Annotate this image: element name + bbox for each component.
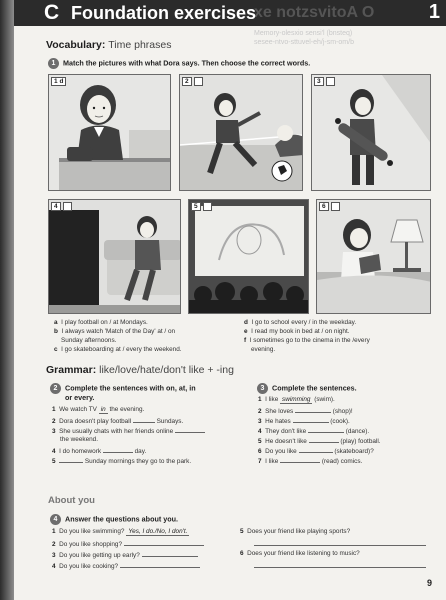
answer-blank[interactable] (59, 456, 83, 463)
ex2-item-2: 2 Dora doesn't play football Sundays. (52, 418, 184, 425)
answer-blank[interactable] (293, 416, 329, 423)
exercise-number-badge: 4 (50, 514, 61, 525)
section-letter: C (44, 1, 60, 24)
exercise-number-badge: 3 (257, 383, 268, 394)
answer-blank[interactable] (103, 446, 133, 453)
ex2-item-3: 3 She usually chats with her friends online (52, 426, 205, 436)
vocabulary-heading: Vocabulary: Time phrases (46, 39, 172, 51)
picture-number-box: 6 (319, 202, 329, 211)
answer-blank[interactable]: Yes, I do./No, I don't. (128, 528, 188, 535)
answer-blank[interactable] (280, 456, 320, 463)
ex4-question-5: 5 Does your friend like playing sports? (240, 528, 351, 535)
ex4-question-1: 1 Do you like swimming? Yes, I do./No, I don't. (52, 528, 188, 535)
answer-box (326, 77, 335, 86)
sentence-b: b I always watch 'Match of the Day' at / on (54, 328, 176, 335)
sentence-f-continued: evening. (251, 346, 276, 353)
picture-1-school (48, 74, 171, 191)
picture-number-box: 2 (182, 77, 192, 86)
ex3-item-6: 6 Do you like (skateboard)? (258, 448, 374, 455)
sentence-a: a I play football on / at Mondays. (54, 319, 148, 326)
ex2-item-4: 4 I do homework day. (52, 448, 147, 455)
ex2-item-5: 5 Sunday mornings they go to the park. (52, 458, 192, 465)
about-you-heading: About you (48, 495, 95, 506)
answer-box (331, 202, 340, 211)
answer-blank[interactable] (309, 436, 339, 443)
answer-box (63, 202, 72, 211)
ex2-item-1: 1 We watch TV in the evening. (52, 406, 145, 413)
answer-blank[interactable] (175, 426, 205, 433)
answer-blank[interactable] (295, 406, 331, 413)
exercise-4-instruction: 4 Answer the questions about you. (50, 514, 178, 525)
exercise-1-instruction: 1 Match the pictures with what Dora says. Then choose the correct words. (48, 58, 310, 69)
answer-box (194, 77, 203, 86)
ex4-question-6: 6 Does your friend like listening to music? (240, 550, 360, 557)
answer-blank[interactable] (120, 561, 200, 568)
cinema-audience-illustration (189, 200, 309, 314)
ex4-question-2: 2 Do you like shopping? (52, 539, 204, 549)
sentence-c: c I go skateboarding at / every the weekend. (54, 346, 182, 353)
page-binding-shadow (0, 0, 14, 600)
answer-line-6[interactable] (254, 561, 426, 568)
ex4-question-3: 3 Do you like getting up early? (52, 550, 198, 560)
workbook-page (14, 0, 446, 600)
answer-blank[interactable] (308, 426, 344, 433)
bleed-through-line: Memory-olesxio sensi'l (bnsteq) (254, 30, 353, 37)
picture-5-cinema (188, 199, 309, 314)
girl-reading-in-bed-illustration (317, 200, 431, 314)
answer-blank[interactable]: in (100, 406, 106, 413)
picture-number-box: 4 (51, 202, 61, 211)
ex3-item-5: 5 He doesn't like (play) football. (258, 438, 381, 445)
ex2-item-3-continued: the weekend. (60, 436, 99, 443)
girl-on-sofa-illustration (49, 200, 181, 314)
grammar-heading: Grammar: like/love/hate/don't like + -ing (46, 364, 234, 376)
picture-3-skateboard (311, 74, 431, 191)
answer-line-5[interactable] (254, 539, 426, 546)
ex3-item-1: 1 I like swimming (swim). (258, 396, 335, 403)
football-match-illustration (180, 75, 303, 191)
ex3-item-2: 2 She loves (shop)! (258, 408, 353, 415)
sentence-e: e I read my book in bed at / on night. (244, 328, 350, 335)
answer-blank[interactable]: swimming (282, 396, 311, 403)
ex3-item-7: 7 I like (read) comics. (258, 458, 363, 465)
answer-blank[interactable] (299, 446, 333, 453)
exercise-2-instruction: 2 Complete the sentences with on, at, in (50, 383, 196, 394)
exercise-number-badge: 2 (50, 383, 61, 394)
exercise-2-instruction-continued: or every. (65, 393, 95, 402)
exercise-number-badge: 1 (48, 58, 59, 69)
picture-number-box: 5 (191, 202, 201, 211)
picture-4-watching-tv (48, 199, 181, 314)
unit-number: 1 (428, 1, 440, 23)
answer-blank[interactable] (142, 550, 198, 557)
girl-at-desk-illustration (49, 75, 171, 191)
ex3-item-4: 4 They don't like (dance). (258, 428, 370, 435)
page-number: 9 (426, 578, 432, 588)
ex4-question-4: 4 Do you like cooking? (52, 561, 200, 571)
girl-with-skateboard-illustration (312, 75, 431, 191)
exercise-3-instruction: 3 Complete the sentences. (257, 383, 357, 394)
answer-blank[interactable] (133, 416, 155, 423)
sentence-b-continued: Sunday afternoons. (61, 337, 117, 344)
answer-blank[interactable] (124, 539, 204, 546)
picture-number-box: 1 d (51, 77, 66, 86)
sentence-f: f I sometimes go to the cinema in the /every (244, 337, 370, 344)
answer-box (203, 202, 212, 211)
picture-2-football (179, 74, 303, 191)
ex3-item-3: 3 He hates (cook). (258, 418, 350, 425)
page-title: Foundation exercises (71, 3, 257, 23)
picture-number-box: 3 (314, 77, 324, 86)
bleed-through-line: sesee-ntvo-sttuvel-eh/j-sm-om/b (254, 39, 354, 46)
bleed-through-text: xe notzsvitoA O (254, 4, 375, 21)
picture-6-reading (316, 199, 431, 314)
sentence-d: d I go to school every / in the weekday. (244, 319, 357, 326)
